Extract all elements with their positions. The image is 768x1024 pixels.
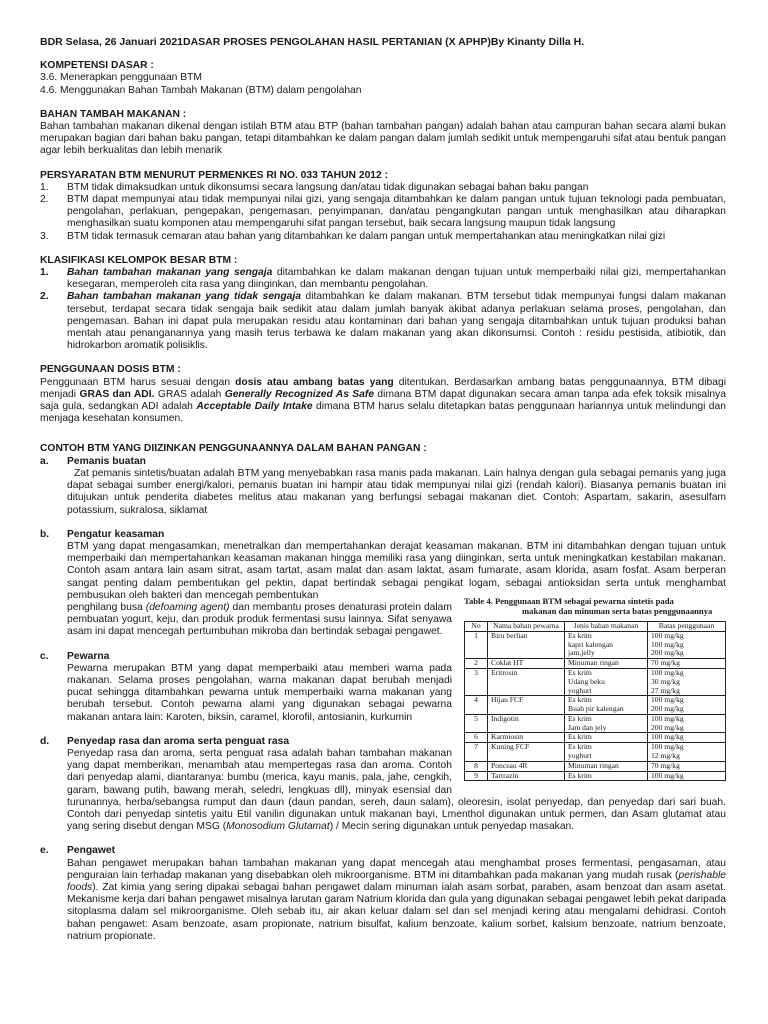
section-penyedap: d. Penyedap rasa dan aroma serta penguat rasa Penyedap rasa dan aroma, serta penguat rasa adalah bahan tambahan makanan yang dapat memberikan, menambah atau mempertegas rasa dan aroma. Contoh dari penyedap alami, diantaranya: bumbu (merica, kayu manis, pala, jahe, cengkih, garam, bawang putih, bawang merah, seledri, lengkuas dll), minyak esensial dan turunannya, herba/sebangsa rumput dan daun (daun pandan, sereh, daun salam), oleoresin, isolat penyedap, dan penyedap dari sari buah. Contoh dari penyedap sintetis yaitu Etil vanilin digunakan untuk makanan bayi, Lmenthol digunakan untuk permen, dan Asam glutamat atau yang sering disebut dengan MSG (Monosodium Glutamat) / Mecin sering digunakan untuk penyedap masakan. xyxy=(40,735,726,833)
section-pewarna: c. Pewarna Pewarna merupakan BTM yang dapat memperbaiki atau memberi warna pada makanan. Selama proses pengolahan, warna makanan dapat berubah menjadi pucat sehingga ditambahkan pewarna untuk memperbaiki warna makanan yang berubah tersebut. Contoh pewarna alami yang digunakan sebagai pewarna makanan antara lain: Karoten, biksin, caramel, klorofil, antosianin, kurkumin xyxy=(40,651,726,724)
food-item: Es krim xyxy=(568,667,592,677)
table-caption: Table 4. Penggunaan BTM sebagai pewarna sintetis pada makanan dan minuman serta batas penggunaannya xyxy=(464,595,713,616)
limit-item: 70 mg/kg xyxy=(651,658,680,668)
section-title: Pemanis buatan xyxy=(67,455,146,467)
list-item: 3. BTM tidak termasuk cemaran atau bahan yang ditambahkan ke dalam pangan untuk mempertahankan atau meningkatkan nilai gizi xyxy=(40,230,666,242)
pewarna-name: Eritrosin xyxy=(488,668,565,695)
section-keasaman: b. Pengatur keasaman BTM yang dapat mengasamkan, menetralkan dan mempertahankan derajat keasaman makanan. BTM ini ditambahkan dengan tujuan untuk memperbaiki dan mempertahankan keasaman makanan hingga memiliki rasa yang diinginkan, serta untuk meningkatkan kestabilan makanan. Contoh asam antara lain asam sitrat, asam tartat, asam malat dan asam laktat, asam fumarate, asam klorida, asam fosfat. Asam berperan sangat penting dalam pembentukan gel pektin, dapat bertindak sebagai pengikat logam, sebagai antioksidan serta untuk menghambat pembusukan oleh bakteri dan mencegah pembentukan xyxy=(40,528,726,601)
column-header: Nama bahan pewarna xyxy=(488,621,565,631)
row-number: 6 xyxy=(465,733,488,743)
limit-item: 30 mg/kg xyxy=(651,676,680,686)
section-paragraph: penghilang busa (defoaming agent) dan membantu proses denaturasi protein dalam pembuatan yogurt, keju, dan produk produk fermentasi susu lainnya. Sifat senyawa asam ini dapat mencegah pertumbuhan mikroba dan bertindak sebagai pengawet. xyxy=(67,601,452,638)
food-item: Udang beku xyxy=(568,676,605,686)
dosis-heading: PENGGUNAAN DOSIS BTM : xyxy=(40,364,181,376)
pewarna-name: Indigotin xyxy=(488,714,565,733)
dosis-paragraph: Penggunaan BTM harus sesuai dengan dosis atau ambang batas yang ditentukan. Berdasarkan ambang batas penggunaannya, BTM dibagi menjadi GRAS dan ADI. GRAS adalah Generally Recognized As Safe dimana BTM dapat digunakan secara aman tanpa ada efek toksik misalnya saja gula, sedangkan ADI adalah Acceptable Daily Intake dimana BTM harus selalu ditetapkan batas penggunaan hariannya untuk melindungi dan menjaga kesehatan konsumen. xyxy=(40,376,726,425)
limit-item: 12 mg/kg xyxy=(651,751,680,761)
floating-table-region xyxy=(40,595,726,833)
food-item: Es krim xyxy=(568,742,592,752)
section-title: Penyedap rasa dan aroma serta penguat rasa xyxy=(67,735,290,747)
contoh-heading: CONTOH BTM YANG DIIZINKAN PENGGUNAANNYA DALAM BAHAN PANGAN : xyxy=(40,443,427,455)
section-paragraph: Bahan pengawet merupakan bahan tambahan makanan yang dapat mencegah atau menghambat proses fermentasi, pengasaman, atau penguraian lain terhadap makanan yang disebabkan oleh mikroorganisme. BTM ini ditambahkan pada makanan yang mudah rusak (perishable foods). Zat kimia yang sering dipakai sebagai bahan pengawet dalam minuman ialah asam sorbat, paraben, asam benzoat dan asam asetat. Mekanisme kerja dari bahan pengawet misalnya larutan garam Natrium klorida dan gula yang digunakan sebagai pengawet lebih pekat daripada sitoplasma dalam sel mikroorganisme. Oleh sebab itu, air akan keluar dalam sel dan sel menjadi kering atau mengalami dehidrasi. Contoh bahan pengawet: Asam benzoate, asam propionate, natrium bisulfat, kalium benzoate, kalium sorbet, kalsium benzoate, natrium benzoate, natrium propionate. xyxy=(67,857,726,942)
limit-item: 70 mg/kg xyxy=(651,760,680,770)
btm-heading: BAHAN TAMBAH MAKANAN : xyxy=(40,108,187,120)
row-number: 9 xyxy=(465,771,488,781)
limit-item: 200 mg/kg xyxy=(651,648,684,658)
food-item: Buah pir kalengan xyxy=(568,704,624,714)
food-item: Es krim xyxy=(568,732,592,742)
kompetensi-heading: KOMPETENSI DASAR : xyxy=(40,60,154,72)
limit-item: 100 mg/kg xyxy=(651,713,684,723)
persyaratan-list xyxy=(40,182,726,243)
row-number: 5 xyxy=(465,714,488,733)
limit-item: 27 mg/kg xyxy=(651,685,680,695)
pewarna-name: Coklat HT xyxy=(488,659,565,669)
limit-item: 100 mg/kg xyxy=(651,695,684,705)
section-paragraph: BTM yang dapat mengasamkan, menetralkan dan mempertahankan derajat keasaman makanan. BTM ini ditambahkan dengan tujuan untuk memperbaiki dan mempertahankan keasaman makanan hingga memiliki rasa yang diinginkan, serta untuk meningkatkan kestabilan makanan. Contoh asam antara lain asam sitrat, asam tartat, asam malat dan asam laktat, asam fumarate, asam klorida, asam fosfat. Asam berperan sangat penting dalam pembentukan gel pektin, dapat bertindak sebagai pengikat logam, sebagai antioksidan serta untuk menghambat pembusukan oleh bakteri dan mencegah pembentukan xyxy=(67,540,726,601)
pewarna-name: Kuning FCF xyxy=(488,743,565,762)
btm-paragraph: Bahan tambahan makanan dikenal dengan istilah BTM atau BTP (bahan tambahan pangan) adalah bahan atau campuran bahan secara alami bukan merupakan bagian dari bahan baku pangan, tetapi ditambahkan ke dalam pangan dalam jumlah sedikit untuk mempengaruhi sifat atau bentuk pangan agar lebih berkualitas dan lebih menarik xyxy=(40,121,726,157)
row-number: 4 xyxy=(465,696,488,715)
limit-item: 100 mg/kg xyxy=(651,770,684,780)
list-item: 1. Bahan tambahan makanan yang sengaja ditambahkan ke dalam makanan dengan tujuan untuk memperbaiki nilai gizi, mempertahankan kesegaran, memperoleh cita rasa yang diinginkan, dan membantu pengolahan. xyxy=(40,267,726,291)
document-page xyxy=(40,36,726,943)
food-item: Minuman ringan xyxy=(568,760,619,770)
food-item: kapri kalengan xyxy=(568,639,613,649)
row-number: 2 xyxy=(465,659,488,669)
section-paragraph: Zat pemanis sintetis/buatan adalah BTM yang menyebabkan rasa manis pada makanan. Lain halnya dengan gula sebagai pemanis yang juga dapat sebagai sumber energi/kalori, pemanis buatan ini hampir atau tidak mempunyai nilai gizi (rendah kalori). Biasanya pemanis buatan ini ditujukan untuk penderita diabetes melitus atau makanan yang berfungsi sebagai makanan diet. Contoh: Aspartam, sakarin, asesulfam potassium, sukralosa, siklamat xyxy=(67,467,726,516)
row-number: 7 xyxy=(465,743,488,762)
list-item: 1. BTM tidak dimaksudkan untuk dikonsumsi secara langsung dan/atau tidak digunakan sebagai bahan baku pangan xyxy=(40,181,589,193)
limit-item: 200 mg/kg xyxy=(651,722,684,732)
food-item: Minuman ringan xyxy=(568,658,619,668)
pewarna-name: Ponceau 4R xyxy=(488,761,565,771)
column-header: Jenis bahan makanan xyxy=(565,621,648,631)
limit-item: 200 mg/kg xyxy=(651,704,684,714)
list-item: 2. Bahan tambahan makanan yang tidak sengaja ditambahkan ke dalam makanan. BTM tersebut tidak mempunyai fungsi dalam makanan tersebut, terdapat secara tidak sengaja baik sedikit atau dalam jumlah banyak akibat adanya perlakuan selama proses, pengolahan, dan pengemasan. Bahan ini dapat pula merupakan residu atau kontaminan dari bahan yang sengaja ditambahkan untuk tujuan produksi bahan mentah atau penanganannya yang masih terus terbawa ke dalam makanan yang akan dikonsumsi. Contoh : residu pestisida, atibiotik, dan hidrokarbon aromatik polisiklis. xyxy=(40,291,726,352)
food-item: jam,jelly xyxy=(568,648,595,658)
column-header: Batas penggunaan xyxy=(648,621,726,631)
kompetensi-item: 4.6. Menggunakan Bahan Tambah Makanan (BTM) dalam pengolahan xyxy=(40,84,362,96)
food-item: Jam dan jely xyxy=(568,722,607,732)
column-header: No xyxy=(465,621,488,631)
row-number: 3 xyxy=(465,668,488,695)
klasifikasi-list xyxy=(40,267,726,352)
section-title: Pengatur keasaman xyxy=(67,528,165,540)
limit-item: 100 mg/kg xyxy=(651,630,684,640)
persyaratan-heading: PERSYARATAN BTM MENURUT PERMENKES RI NO. 033 TAHUN 2012 : xyxy=(40,169,389,181)
food-item: yoghurt xyxy=(568,685,592,695)
pewarna-name: Tartrazin xyxy=(488,771,565,781)
kompetensi-item: 3.6. Menerapkan penggunaan BTM xyxy=(40,72,202,84)
klasifikasi-heading: KLASIFIKASI KELOMPOK BESAR BTM : xyxy=(40,254,238,266)
pewarna-name: Hijau FCF xyxy=(488,696,565,715)
food-item: Es krim xyxy=(568,630,592,640)
section-title: Pengawet xyxy=(67,845,116,857)
food-item: Es krim xyxy=(568,770,592,780)
pewarna-name: Biru berlian xyxy=(488,631,565,658)
section-title: Pewarna xyxy=(67,650,110,662)
limit-item: 100 mg/kg xyxy=(651,742,684,752)
section-paragraph: Pewarna merupakan BTM yang dapat memperbaiki atau memberi warna pada makanan. Selama proses pengolahan, warna makanan dapat berubah menjadi pucat sehingga ditambahkan pewarna untuk memperbaiki warna makanan yang berubah tersebut. Contoh pewarna alami yang digunakan sebagai pewarna makanan antara lain: Karoten, biksin, caramel, klorofil, antosianin, kurkumin xyxy=(67,662,452,723)
list-item: 2. BTM dapat mempunyai atau tidak mempunyai nilai gizi, yang sengaja ditambahkan ke dalam pangan untuk tujuan teknologi pada pembuatan, pengolahan, perlakuan, pengepakan, pengemasan, penyimpanan, dan/atau pengangkutan pangan untuk menghasilkan atau diharapkan menghasilkan suatu komponen atau mempengaruhi sifat pangan tersebut, baik secara langsung maupun tidak langsung xyxy=(40,194,726,230)
limit-item: 100 mg/kg xyxy=(651,732,684,742)
food-item: Es krim xyxy=(568,713,592,723)
pewarna-name: Karmiosin xyxy=(488,733,565,743)
section-pemanis: a. Pemanis buatan Zat pemanis sintetis/buatan adalah BTM yang menyebabkan rasa manis pada makanan. Lain halnya dengan gula sebagai pemanis yang juga dapat sebagai sumber energi/kalori, pemanis buatan ini hampir atau tidak mempunyai nilai gizi (rendah kalori). Biasanya pemanis buatan ini ditujukan untuk penderita diabetes melitus atau makanan yang berfungsi sebagai makanan diet. Contoh: Aspartam, sakarin, asesulfam potassium, sukralosa, siklamat xyxy=(40,455,726,516)
limit-item: 100 mg/kg xyxy=(651,639,684,649)
limit-item: 100 mg/kg xyxy=(651,667,684,677)
document-title: BDR Selasa, 26 Januari 2021DASAR PROSES PENGOLAHAN HASIL PERTANIAN (X APHP)By Kinanty Dilla H. xyxy=(40,36,585,48)
row-number: 8 xyxy=(465,761,488,771)
food-item: yoghurt xyxy=(568,751,592,761)
section-pengawet: e. Pengawet Bahan pengawet merupakan bahan tambahan makanan yang dapat mencegah atau menghambat proses fermentasi, pengasaman, atau penguraian lain terhadap makanan yang disebabkan oleh mikroorganisme. BTM ini ditambahkan pada makanan yang mudah rusak (perishable foods). Zat kimia yang sering dipakai sebagai bahan pengawet dalam minuman ialah asam sorbat, paraben, asam benzoat dan asam asetat. Mekanisme kerja dari bahan pengawet misalnya larutan garam Natrium klorida dan gula yang digunakan sebagai pengawet lebih pekat daripada sitoplasma dalam sel mikroorganisme. Oleh sebab itu, air akan keluar dalam sel dan sel menjadi kering atau mengalami dehidrasi. Contoh bahan pengawet: Asam benzoate, asam propionate, natrium bisulfat, kalium benzoate, kalium sorbet, kalsium benzoate, natrium benzoate, natrium propionate. xyxy=(40,845,726,942)
food-item: Es krim xyxy=(568,695,592,705)
row-number: 1 xyxy=(465,631,488,658)
section-paragraph: Penyedap rasa dan aroma, serta penguat rasa adalah bahan tambahan makanan yang dapat memberikan, menambah atau mempertegas rasa dan aroma. Contoh dari penyedap alami, diantaranya: bumbu (merica, kayu manis, pala, jahe, cengkih, garam, bawang putih, bawang merah, seledri, lengkuas dll), minyak esensial dan turunannya, herba/sebangsa rumput dan daun (daun pandan, sereh, daun salam), oleoresin, isolat penyedap, dan penyedap dari sari buah. Contoh dari penyedap sintetis yaitu Etil vanilin digunakan untuk makanan bayi, Lmenthol digunakan untuk permen, dan Asam glutamat atau yang sering disebut dengan MSG (Monosodium Glutamat) / Mecin sering digunakan untuk penyedap masakan. xyxy=(67,747,726,833)
